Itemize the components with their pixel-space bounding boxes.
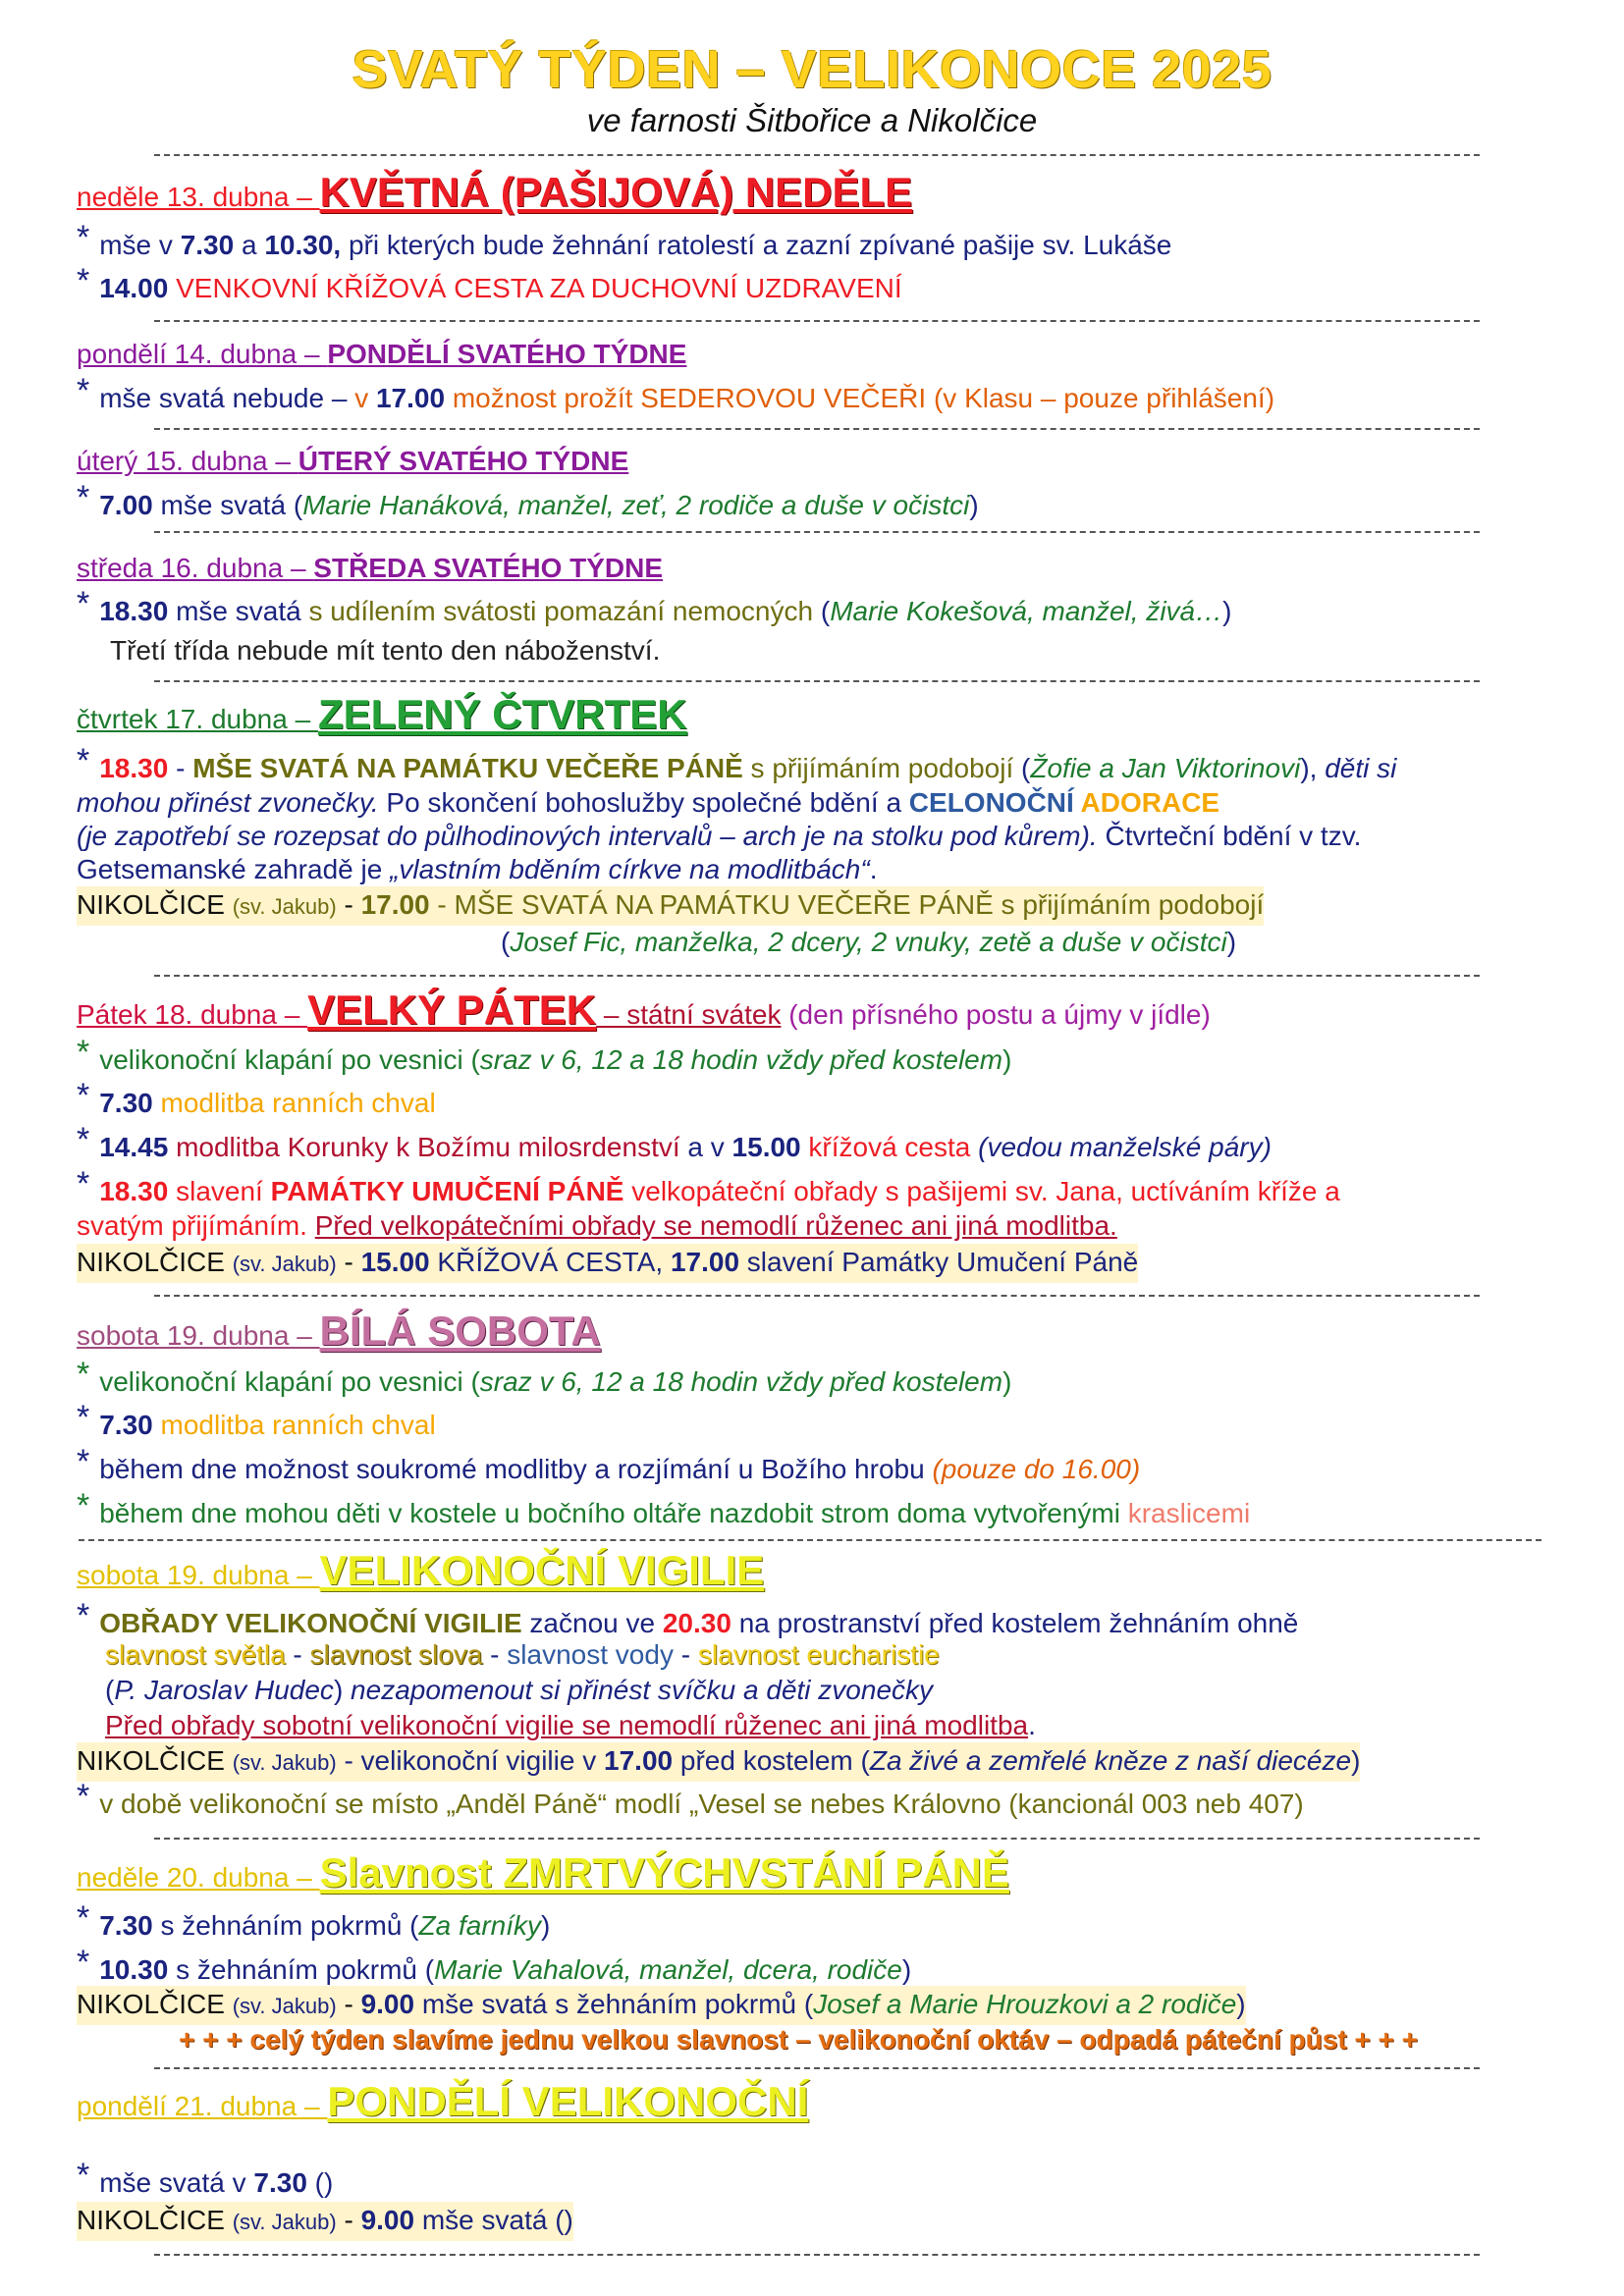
- page-title: SVATÝ TÝDEN – VELIKONOCE 2025: [352, 40, 1272, 99]
- list-item: * mše v 7.30 a 10.30, při kterých bude žehnání ratolestí a zazní zpívané pašije sv. Lukáše: [77, 219, 1172, 260]
- list-item: mohou přinést zvonečky. Po skončení bohoslužby společné bdění a CELONOČNÍ ADORACE: [77, 787, 1220, 818]
- feast-name: ÚTERÝ SVATÉHO TÝDNE: [298, 446, 629, 476]
- asterisk-icon: *: [77, 1778, 90, 1815]
- separator: [154, 154, 1480, 156]
- heading-sunday-20: neděle 20. dubna – Slavnost ZMRTVÝCHVSTÁNÍ PÁNĚ: [77, 1849, 1009, 1896]
- asterisk-icon: *: [77, 1899, 90, 1937]
- list-item: (je zapotřebí se rozepsat do půlhodinových intervalů – arch je na stolku pod kůrem). Čtvrteční bdění v tzv.: [77, 821, 1362, 851]
- list-item: Třetí třída nebude mít tento den náboženství.: [110, 635, 661, 666]
- list-item: * 18.30 slavení PAMÁTKY UMUČENÍ PÁNĚ velkopáteční obřady s pašijemi sv. Jana, uctíváním kříže a: [77, 1165, 1340, 1206]
- feast-name: PONDĚLÍ VELIKONOČNÍ: [327, 2078, 809, 2124]
- asterisk-icon: *: [77, 585, 90, 622]
- asterisk-icon: *: [77, 1443, 90, 1480]
- list-item: * během dne mohou děti v kostele u bočního oltáře nazdobit strom doma vytvořenými kraslicemi: [77, 1487, 1251, 1528]
- list-item: NIKOLČICE (sv. Jakub) - velikonoční vigilie v 17.00 před kostelem (Za živé a zemřelé kněze z naší diecéze): [77, 1742, 1360, 1782]
- octave-note: + + + celý týden slavíme jednu velkou slavnost – velikonoční oktáv – odpadá páteční půst + + +: [179, 2024, 1419, 2055]
- asterisk-icon: *: [77, 1399, 90, 1436]
- separator: [154, 975, 1480, 977]
- separator: [154, 531, 1480, 533]
- heading-vigil: sobota 19. dubna – VELIKONOČNÍ VIGILIE: [77, 1547, 765, 1593]
- list-item: slavnost světla - slavnost slova - slavnost vody - slavnost eucharistie: [105, 1639, 940, 1670]
- list-item: * OBŘADY VELIKONOČNÍ VIGILIE začnou ve 20.30 na prostranství před kostelem žehnáním ohně: [77, 1597, 1299, 1638]
- feast-name: KVĚTNÁ (PAŠIJOVÁ) NEDĚLE: [319, 169, 913, 215]
- asterisk-icon: *: [77, 262, 90, 299]
- list-item: * 7.00 mše svatá (Marie Hanáková, manžel, zeť, 2 rodiče a duše v očistci): [77, 479, 979, 520]
- separator: [154, 2254, 1480, 2256]
- list-item: NIKOLČICE (sv. Jakub) - 15.00 KŘÍŽOVÁ CESTA, 17.00 slavení Památky Umučení Páně: [77, 1244, 1138, 1283]
- heading-tuesday-15: úterý 15. dubna – ÚTERÝ SVATÉHO TÝDNE: [77, 446, 629, 476]
- separator: [154, 320, 1480, 322]
- list-item: * velikonoční klapání po vesnici (sraz v 6, 12 a 18 hodin vždy před kostelem): [77, 1034, 1012, 1075]
- heading-wednesday-16: středa 16. dubna – STŘEDA SVATÉHO TÝDNE: [77, 553, 664, 583]
- list-item: (Josef Fic, manželka, 2 dcery, 2 vnuky, zetě a duše v očistci): [501, 927, 1237, 957]
- list-item: (P. Jaroslav Hudec) nezapomenout si přinést svíčku a děti zvonečky: [105, 1675, 934, 1705]
- feast-name: STŘEDA SVATÉHO TÝDNE: [313, 553, 664, 583]
- list-item: svatým přijímáním. Před velkopátečními obřady se nemodlí růženec ani jiná modlitba.: [77, 1210, 1117, 1241]
- list-item: * 7.30 modlitba ranních chval: [77, 1077, 436, 1118]
- list-item: * mše svatá nebude – v 17.00 možnost prožít SEDEROVOU VEČEŘI (v Klasu – pouze přihlášení): [77, 372, 1275, 413]
- list-item: NIKOLČICE (sv. Jakub) - 9.00 mše svatá (): [77, 2202, 573, 2241]
- feast-name: Slavnost ZMRTVÝCHVSTÁNÍ PÁNĚ: [319, 1849, 1009, 1896]
- separator: [154, 1838, 1480, 1840]
- heading-sunday-13: neděle 13. dubna – KVĚTNÁ (PAŠIJOVÁ) NEDĚLE: [77, 169, 913, 215]
- asterisk-icon: *: [77, 1487, 90, 1524]
- page-subtitle: ve farnosti Šitbořice a Nikolčice: [586, 102, 1038, 138]
- separator: [154, 1295, 1480, 1297]
- asterisk-icon: *: [77, 479, 90, 516]
- list-item: Před obřady sobotní velikonoční vigilie se nemodlí růženec ani jiná modlitba.: [105, 1710, 1036, 1740]
- list-item: Getsemanské zahradě je „vlastním bděním církve na modlitbách“.: [77, 854, 878, 884]
- list-item: * 7.30 modlitba ranních chval: [77, 1399, 436, 1440]
- list-item: * 10.30 s žehnáním pokrmů (Marie Vahalová, manžel, dcera, rodiče): [77, 1944, 912, 1985]
- separator: [154, 680, 1480, 682]
- feast-name: VELIKONOČNÍ VIGILIE: [319, 1547, 765, 1593]
- list-item: * 7.30 s žehnáním pokrmů (Za farníky): [77, 1899, 551, 1941]
- asterisk-icon: *: [77, 1077, 90, 1114]
- asterisk-icon: *: [77, 1356, 90, 1393]
- asterisk-icon: *: [77, 1121, 90, 1158]
- list-item: * během dne možnost soukromé modlitby a rozjímání u Božího hrobu (pouze do 16.00): [77, 1443, 1141, 1484]
- list-item: * mše svatá v 7.30 (): [77, 2157, 334, 2198]
- asterisk-icon: *: [77, 372, 90, 409]
- heading-monday-14: pondělí 14. dubna – PONDĚLÍ SVATÉHO TÝDNE: [77, 339, 687, 369]
- asterisk-icon: *: [77, 219, 90, 256]
- heading-monday-21: pondělí 21. dubna – PONDĚLÍ VELIKONOČNÍ: [77, 2078, 809, 2124]
- list-item: * velikonoční klapání po vesnici (sraz v 6, 12 a 18 hodin vždy před kostelem): [77, 1356, 1012, 1397]
- separator: [154, 2067, 1480, 2069]
- feast-name: ZELENÝ ČTVRTEK: [317, 691, 687, 737]
- list-item: * 14.00 VENKOVNÍ KŘÍŽOVÁ CESTA ZA DUCHOVNÍ UZDRAVENÍ: [77, 262, 902, 303]
- list-item: NIKOLČICE (sv. Jakub) - 17.00 - MŠE SVATÁ NA PAMÁTKU VEČEŘE PÁNĚ s přijímáním podobojí: [77, 886, 1264, 926]
- heading-saturday-19: sobota 19. dubna – BÍLÁ SOBOTA: [77, 1308, 601, 1354]
- separator: [79, 1539, 1542, 1541]
- heading-friday-18: Pátek 18. dubna – VELKÝ PÁTEK – státní svátek (den přísného postu a újmy v jídle): [77, 987, 1211, 1033]
- asterisk-icon: *: [77, 1597, 90, 1634]
- list-item: * v době velikonoční se místo „Anděl Páně“ modlí „Vesel se nebes Královno (kancionál 003 neb 407): [77, 1778, 1304, 1819]
- asterisk-icon: *: [77, 1944, 90, 1981]
- heading-thursday-17: čtvrtek 17. dubna – ZELENÝ ČTVRTEK: [77, 691, 687, 737]
- list-item: * 18.30 mše svatá s udílením svátosti pomazání nemocných (Marie Kokešová, manžel, živá…): [77, 585, 1232, 626]
- asterisk-icon: *: [77, 1034, 90, 1071]
- asterisk-icon: *: [77, 2157, 90, 2194]
- feast-name: BÍLÁ SOBOTA: [319, 1308, 601, 1354]
- asterisk-icon: *: [77, 1165, 90, 1202]
- list-item: NIKOLČICE (sv. Jakub) - 9.00 mše svatá s žehnáním pokrmů (Josef a Marie Hrouzkovi a 2 rodiče): [77, 1986, 1246, 2025]
- feast-name: PONDĚLÍ SVATÉHO TÝDNE: [327, 339, 687, 369]
- list-item: * 18.30 - MŠE SVATÁ NA PAMÁTKU VEČEŘE PÁNĚ s přijímáním podobojí (Žofie a Jan Viktorinovi), děti si: [77, 742, 1397, 783]
- feast-name: VELKÝ PÁTEK: [307, 987, 597, 1033]
- asterisk-icon: *: [77, 742, 90, 779]
- list-item: * 14.45 modlitba Korunky k Božímu milosrdenství a v 15.00 křížová cesta (vedou manželské páry): [77, 1121, 1272, 1162]
- separator: [154, 428, 1480, 430]
